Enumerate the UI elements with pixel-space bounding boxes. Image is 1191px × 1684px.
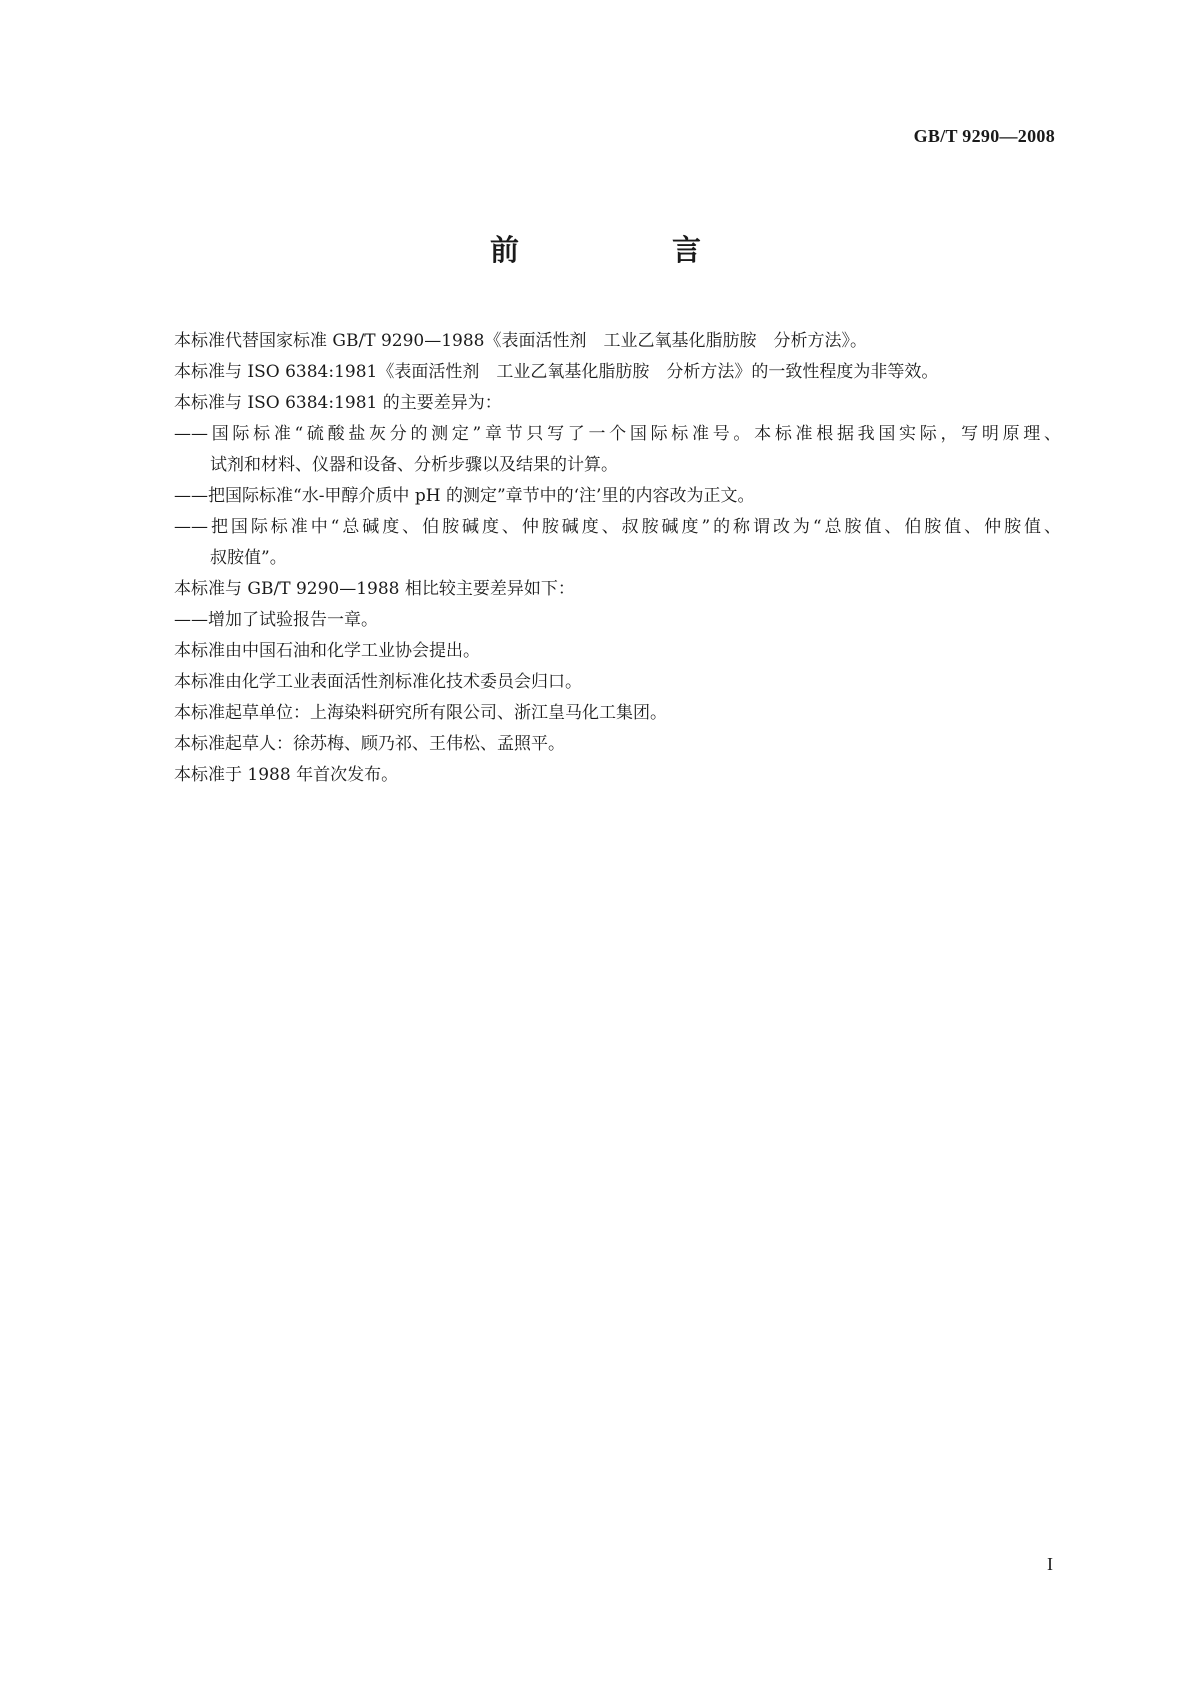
paragraph-proposer: 本标准由中国石油和化学工业协会提出。 (174, 641, 480, 661)
standard-code: GB/T 9290—2008 (913, 126, 1055, 146)
paragraph-differences-intro: 本标准与 ISO 6384:1981 的主要差异为： (174, 393, 502, 413)
paragraph-drafting-units: 本标准起草单位：上海染料研究所有限公司、浙江皇马化工集团。 (174, 703, 667, 723)
difference-item-line: ——把国际标准中“总碱度、伯胺碱度、仲胺碱度、叔胺碱度”的称谓改为“总胺值、伯胺值、仲胺值、 (174, 517, 1061, 537)
difference-item-continuation: 叔胺值”。 (210, 548, 287, 568)
paragraph-equivalence: 本标准与 ISO 6384:1981《表面活性剂 工业乙氧基化脂肪胺 分析方法》的一致性程度为非等效。 (174, 362, 939, 382)
paragraph-comparison-intro: 本标准与 GB/T 9290—1988 相比较主要差异如下： (174, 579, 575, 599)
difference-item (120, 419, 1061, 481)
paragraph-first-release: 本标准于 1988 年首次发布。 (174, 765, 399, 785)
difference-item (120, 605, 1061, 636)
page-title: 前 言 (489, 233, 763, 267)
difference-item-line: ——增加了试验报告一章。 (174, 610, 378, 630)
paragraph-drafters: 本标准起草人：徐苏梅、顾乃祁、王伟松、孟照平。 (174, 734, 565, 754)
paragraph-replaces: 本标准代替国家标准 GB/T 9290—1988《表面活性剂 工业乙氧基化脂肪胺 分析方法》。 (174, 331, 867, 351)
document-body (120, 326, 1061, 791)
difference-item-line: ——把国际标准“水-甲醇介质中 pH 的测定”章节中的‘注’里的内容改为正文。 (174, 486, 755, 506)
difference-item (120, 512, 1061, 574)
paragraph-committee: 本标准由化学工业表面活性剂标准化技术委员会归口。 (174, 672, 582, 692)
difference-item-continuation: 试剂和材料、仪器和设备、分析步骤以及结果的计算。 (210, 455, 618, 475)
difference-item-line: ——国际标准“硫酸盐灰分的测定”章节只写了一个国际标准号。本标准根据我国实际，写明原理、 (174, 424, 1061, 444)
difference-item (120, 481, 1061, 512)
page-number: I (1047, 1554, 1053, 1574)
